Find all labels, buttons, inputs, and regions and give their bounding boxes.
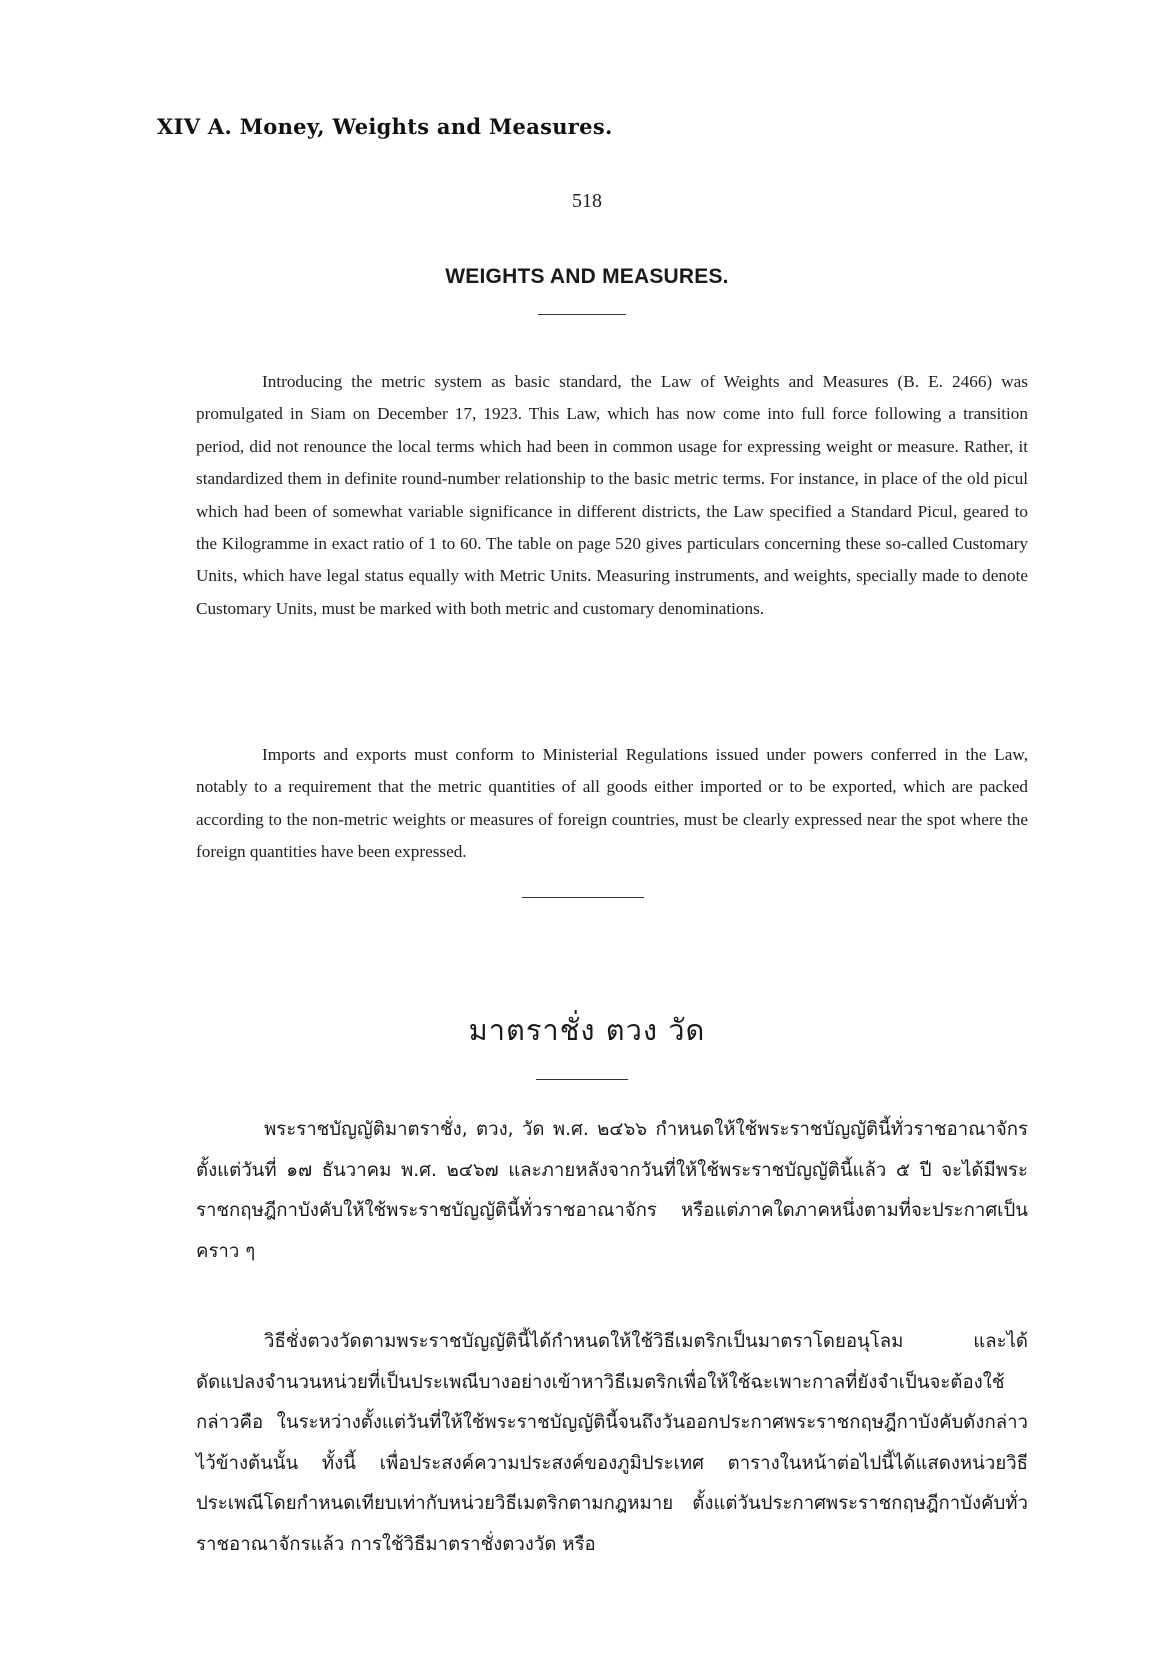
english-paragraph-2 <box>196 739 1028 869</box>
paragraph-text: Imports and exports must conform to Ministerial Regulations issued under powers conferred in the Law, notably to a requirement that the metric quantities of all goods either imported or to be exported, which are packed according to the non-metric weights or measures of foreign countries, must be clearly expressed near the spot where the foreign quantities have been expressed. <box>196 745 1028 862</box>
thai-paragraph-1 <box>196 1110 1028 1272</box>
paragraph-text: วิธีชั่งตวงวัดตามพระราชบัญญัตินี้ได้กำหนดให้ใช้วิธีเมตริกเป็นมาตราโดยอนุโลม และได้ดัดแปลงจำนวนหน่วยที่เป็นประเพณีบางอย่างเข้าหาวิธีเมตริกเพื่อให้ใช้ฉะเพาะกาลที่ยังจำเป็นจะต้องใช้ กล่าวคือ ในระหว่างตั้งแต่วันที่ให้ใช้พระราชบัญญัตินี้จนถึงวันออกประกาศพระราชกฤษฎีกาบังคับดังกล่าวไว้ข้างต้นนั้น ทั้งนี้ เพื่อประสงค์ความประสงค์ของภูมิประเทศ ตารางในหน้าต่อไปนี้ได้แสดงหน่วยวิธีประเพณีโดยกำหนดเทียบเท่ากับหน่วยวิธีเมตริกตามกฎหมาย ตั้งแต่วันประกาศพระราชกฤษฎีกาบังคับทั่วราชอาณาจักรแล้ว การใช้วิธีมาตราชั่งตวงวัด หรือ <box>196 1331 1028 1555</box>
title-rule <box>538 314 626 315</box>
thai-paragraph-2 <box>196 1322 1028 1565</box>
english-paragraph-1 <box>196 366 1028 625</box>
section-header: XIV A. Money, Weights and Measures. <box>157 114 613 139</box>
english-title: WEIGHTS AND MEASURES. <box>445 265 729 288</box>
paragraph-text: Introducing the metric system as basic standard, the Law of Weights and Measures (B. E. 2466) was promulgated in Siam on December 17, 1923. This Law, which has now come into full force following a transition period, did not renounce the local terms which had been in common usage for expressing weight or measure. Rather, it standardized them in definite round-number relationship to the basic metric terms. For instance, in place of the old picul which had been of somewhat variable significance in different districts, the Law specified a Standard Picul, geared to the Kilogramme in exact ratio of 1 to 60. The table on page 520 gives particulars concerning these so-called Customary Units, which have legal status equally with Metric Units. Measuring instruments, and weights, specially made to denote Customary Units, must be marked with both metric and customary denominations. <box>196 372 1028 618</box>
thai-title: มาตราชั่ง ตวง วัด <box>468 1013 706 1047</box>
section-divider-rule <box>522 897 644 898</box>
thai-title-rule <box>536 1079 628 1080</box>
paragraph-text: พระราชบัญญัติมาตราชั่ง, ตวง, วัด พ.ศ. ๒๔๖๖ กำหนดให้ใช้พระราชบัญญัตินี้ทั่วราชอาณาจักรตั้งแต่วันที่ ๑๗ ธันวาคม พ.ศ. ๒๔๖๗ และภายหลังจากวันที่ให้ใช้พระราชบัญญัตินี้แล้ว ๕ ปี จะได้มีพระราชกฤษฎีกาบังคับให้ใช้พระราชบัญญัตินี้ทั่วราชอาณาจักร หรือแต่ภาคใดภาคหนึ่งตามที่จะประกาศเป็นคราว ๆ <box>196 1119 1028 1262</box>
page-number: 518 <box>572 190 602 212</box>
